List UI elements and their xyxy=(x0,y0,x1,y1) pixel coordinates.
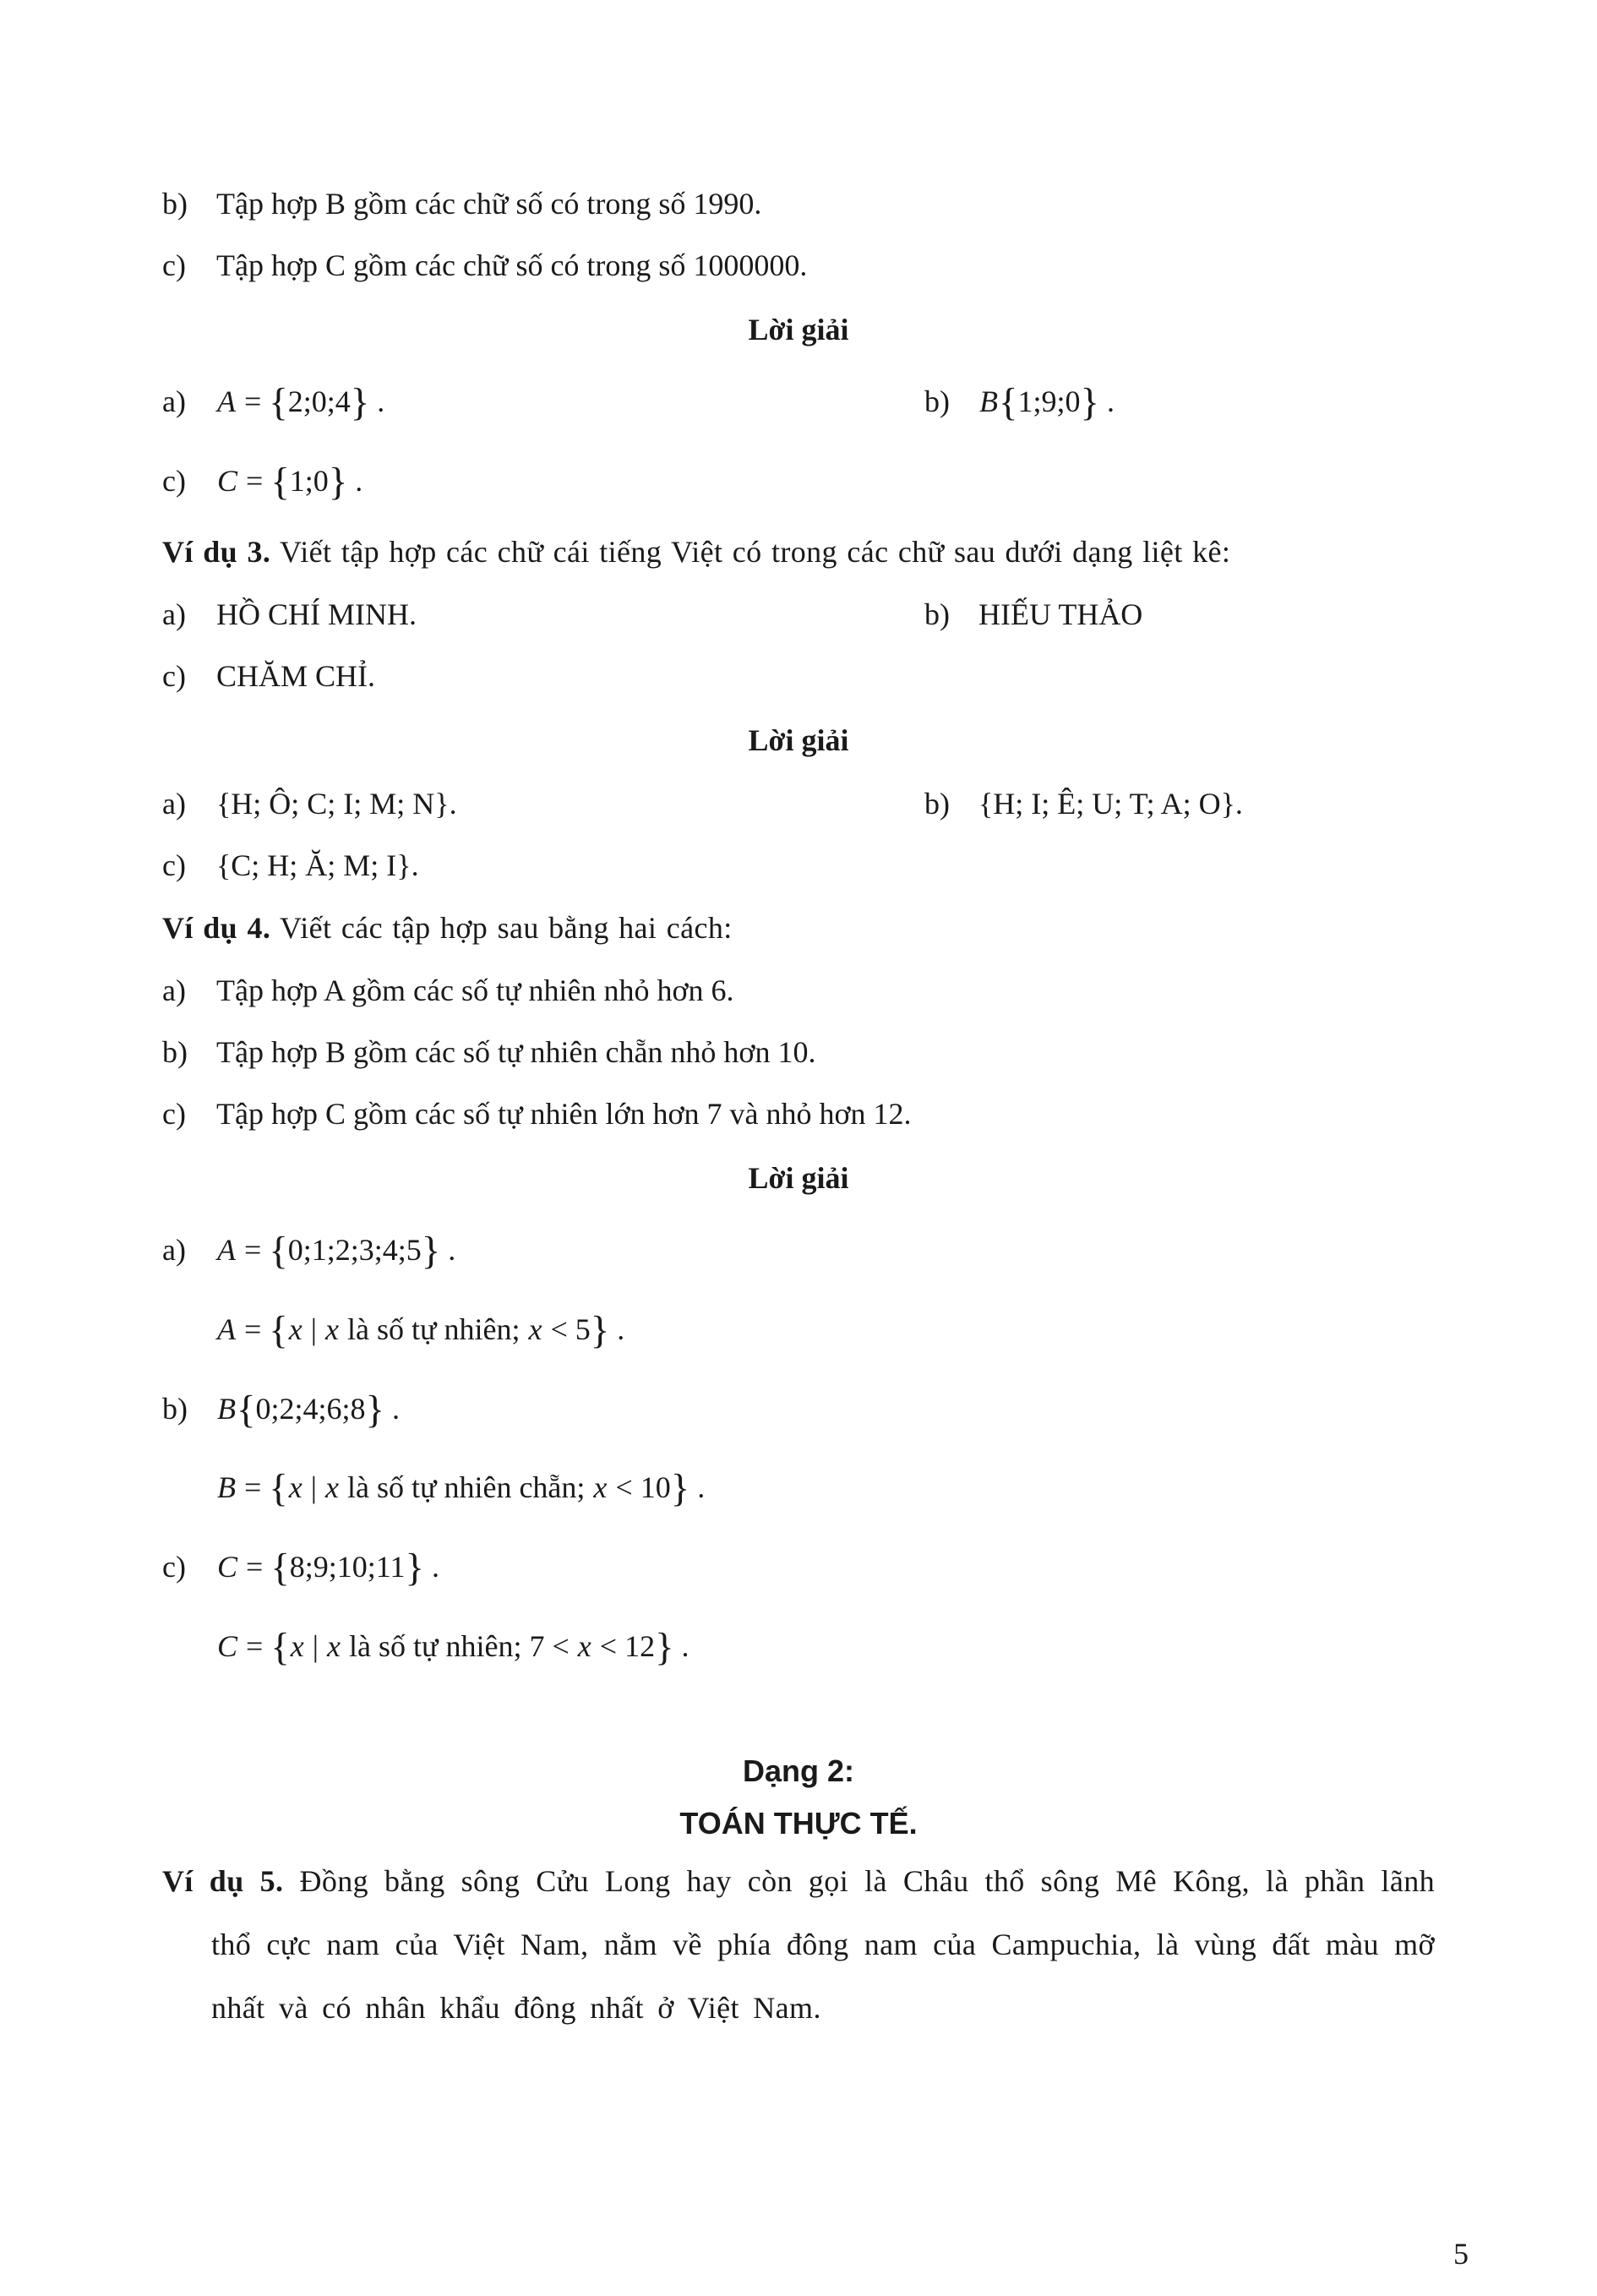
item-text: CHĂM CHỈ. xyxy=(216,659,376,694)
math-brace: { xyxy=(237,1388,256,1432)
math-brace: } xyxy=(328,460,348,504)
list-item xyxy=(162,646,1435,707)
math-brace: } xyxy=(365,1388,384,1432)
list-item xyxy=(162,960,1435,1022)
math-variable: C xyxy=(217,1628,238,1663)
math-text: . xyxy=(384,1391,400,1426)
item-label: b) xyxy=(162,187,188,221)
math-text: là số tự nhiên chẵn; xyxy=(339,1470,593,1505)
item-label: b) xyxy=(162,1035,188,1070)
math-brace: { xyxy=(270,1546,290,1590)
item-text: Tập hợp C gồm các số tự nhiên lớn hơn 7 và nhỏ hơn 12. xyxy=(216,1097,912,1132)
solution-heading: Lời giải xyxy=(748,1161,849,1196)
item-text: HỒ CHÍ MINH. xyxy=(216,597,417,632)
math-line xyxy=(162,1290,1435,1370)
item-text: {H; I; Ê; U; T; A; O}. xyxy=(978,787,1243,821)
item-text: Tập hợp A gồm các số tự nhiên nhỏ hơn 6. xyxy=(216,973,734,1008)
item-label: b) xyxy=(924,787,950,821)
math-brace: } xyxy=(655,1625,674,1670)
math-brace: } xyxy=(350,380,370,425)
list-item xyxy=(162,835,1435,897)
column-right xyxy=(924,773,1435,835)
item-label: b) xyxy=(924,384,950,418)
math-variable: x xyxy=(288,1470,303,1505)
item-text: Tập hợp C gồm các chữ số có trong số 1000000. xyxy=(216,248,808,282)
item-label: c) xyxy=(162,848,186,883)
math-line xyxy=(162,442,1435,521)
section-heading: Dạng 2: xyxy=(742,1753,854,1789)
math-variable: x xyxy=(288,1312,303,1347)
math-text: 1;0 xyxy=(289,463,329,498)
math-variable: x xyxy=(577,1628,591,1663)
math-variable: x xyxy=(528,1312,542,1347)
item-text: Tập hợp B gồm các chữ số có trong số 1990. xyxy=(216,187,762,221)
math-brace: { xyxy=(269,1308,288,1353)
math-variable: B xyxy=(217,1391,236,1426)
list-item xyxy=(162,1022,1435,1083)
math-text: = xyxy=(238,1550,271,1584)
math-variable: x xyxy=(324,1312,339,1347)
math-variable: x xyxy=(324,1470,339,1505)
math-line xyxy=(162,1211,1435,1290)
math-variable: A xyxy=(217,1312,236,1347)
math-text: 0;1;2;3;4;5 xyxy=(287,1233,422,1268)
column-right xyxy=(924,584,1435,646)
list-item xyxy=(162,173,1435,235)
math-text: = xyxy=(237,1233,270,1268)
solution-heading: Lời giải xyxy=(748,313,849,346)
math-line xyxy=(162,1607,1435,1687)
math-text: | xyxy=(304,1628,326,1663)
math-text: là số tự nhiên; 7 < xyxy=(341,1628,577,1663)
math-text: . xyxy=(609,1312,625,1347)
column-right xyxy=(924,363,1435,442)
math-brace: } xyxy=(405,1546,424,1590)
item-label: c) xyxy=(162,1550,186,1584)
math-text: < 12 xyxy=(591,1628,656,1663)
math-text: . xyxy=(369,384,385,418)
math-line xyxy=(162,1370,1435,1449)
item-text: {C; H; Ă; M; I}. xyxy=(216,848,419,883)
page-number: 5 xyxy=(1453,2237,1469,2271)
item-text: HIẾU THẢO xyxy=(978,597,1143,632)
math-variable: B xyxy=(217,1470,236,1505)
list-item xyxy=(162,235,1435,297)
math-text: = xyxy=(238,463,271,498)
column-left xyxy=(162,363,924,442)
math-text: < 5 xyxy=(542,1312,591,1347)
math-text: < 10 xyxy=(608,1470,671,1505)
math-variable: B xyxy=(979,384,998,418)
solution-heading: Lời giải xyxy=(748,723,849,758)
math-text: . xyxy=(1098,384,1115,418)
math-brace: { xyxy=(270,1625,290,1670)
math-variable: C xyxy=(217,463,238,498)
math-text: . xyxy=(689,1470,706,1505)
math-line xyxy=(162,1448,1435,1528)
item-label: a) xyxy=(162,384,186,418)
math-brace: { xyxy=(269,1230,288,1274)
math-variable: x xyxy=(290,1628,304,1663)
math-text: . xyxy=(440,1233,456,1268)
example-paragraph: Ví dụ 5. Đồng bằng sông Cửu Long hay còn gọi là Châu thổ sông Mê Kông, là phần lãnh thổ cực nam của Việt Nam, nằm về phía đông nam của Campuchia, là vùng đất màu mỡ nhất và có nhân khẩu đông nhất ở Việt Nam. xyxy=(162,1864,1435,2026)
math-text: là số tự nhiên; xyxy=(339,1312,528,1347)
math-line xyxy=(162,1528,1435,1607)
math-brace: } xyxy=(1080,380,1099,425)
math-variable: x xyxy=(593,1470,608,1505)
math-variable: A xyxy=(217,384,236,418)
math-brace: { xyxy=(270,460,290,504)
spacer xyxy=(162,1686,1435,1745)
math-brace: } xyxy=(421,1230,441,1274)
example-label: Ví dụ 5. xyxy=(162,1864,284,1899)
item-label: a) xyxy=(162,973,186,1008)
item-label: c) xyxy=(162,659,186,694)
math-text: . xyxy=(673,1628,689,1663)
math-text: = xyxy=(238,1628,271,1663)
item-label: a) xyxy=(162,787,186,821)
math-text: 2;0;4 xyxy=(287,384,351,418)
item-text: {H; Ô; C; I; M; N}. xyxy=(216,787,457,821)
two-column-row xyxy=(162,363,1435,442)
item-text: Tập hợp B gồm các số tự nhiên chẵn nhỏ hơn 10. xyxy=(216,1035,816,1070)
example-paragraph: Ví dụ 4. Viết các tập hợp sau bằng hai cách: xyxy=(162,911,733,946)
math-text: 1;9;0 xyxy=(1017,384,1081,418)
math-brace: { xyxy=(269,380,288,425)
column-left xyxy=(162,773,924,835)
math-text: = xyxy=(237,1470,270,1505)
math-variable: A xyxy=(217,1233,236,1268)
math-text: . xyxy=(347,463,363,498)
section-heading: TOÁN THỰC TẾ. xyxy=(679,1806,918,1841)
item-label: c) xyxy=(162,248,186,282)
item-label: c) xyxy=(162,1097,186,1132)
math-brace: } xyxy=(670,1467,690,1512)
item-label: b) xyxy=(162,1391,188,1426)
two-column-row xyxy=(162,584,1435,646)
math-brace: { xyxy=(999,380,1018,425)
math-variable: x xyxy=(327,1628,341,1663)
list-item xyxy=(162,1083,1435,1145)
item-label: b) xyxy=(924,597,950,632)
item-label: a) xyxy=(162,1233,186,1268)
math-text: = xyxy=(237,1312,270,1347)
math-brace: { xyxy=(269,1467,288,1512)
example-label: Ví dụ 3. xyxy=(162,535,271,570)
item-label: a) xyxy=(162,597,186,632)
math-text: 0;2;4;6;8 xyxy=(255,1391,366,1426)
math-text: | xyxy=(303,1470,324,1505)
example-label: Ví dụ 4. xyxy=(162,911,271,946)
column-left xyxy=(162,584,924,646)
document-body xyxy=(162,173,1435,2040)
math-brace: } xyxy=(590,1308,610,1353)
math-text: . xyxy=(423,1550,439,1584)
item-label: c) xyxy=(162,463,186,498)
math-text: | xyxy=(303,1312,324,1347)
math-text: = xyxy=(237,384,270,418)
two-column-row xyxy=(162,773,1435,835)
math-variable: C xyxy=(217,1550,238,1584)
math-text: 8;9;10;11 xyxy=(289,1550,406,1584)
example-paragraph: Ví dụ 3. Viết tập hợp các chữ cái tiếng Việt có trong các chữ sau dưới dạng liệt kê: xyxy=(162,535,1231,570)
